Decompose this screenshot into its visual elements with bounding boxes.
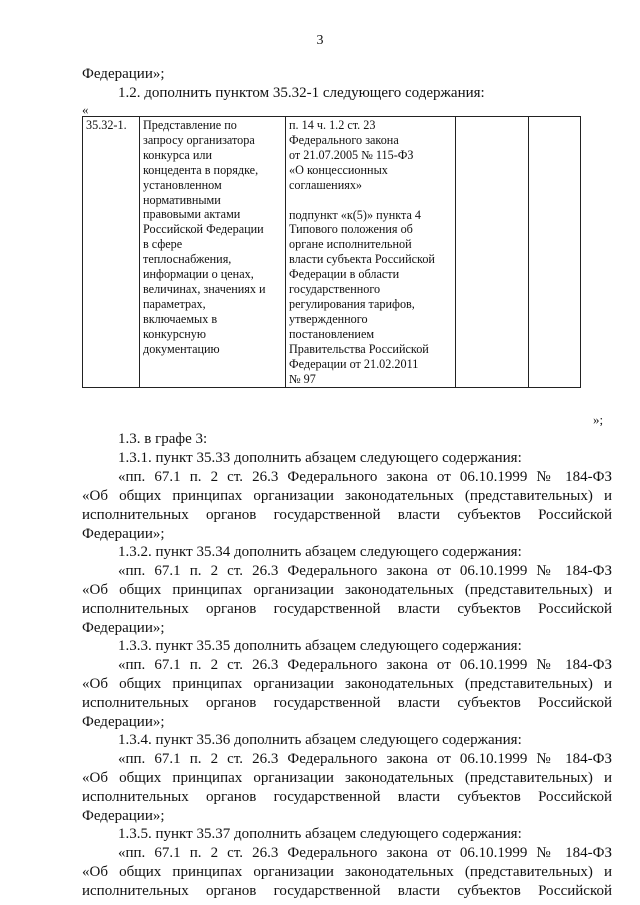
legal-basis-line: «О концессионных	[289, 162, 388, 177]
paragraph-line: «Об общих принципах организации законодательных (представительных) и	[82, 488, 612, 504]
legal-basis-line: органе исполнительной	[289, 237, 412, 252]
quote-close: »;	[593, 412, 604, 427]
paragraph-line: «пп. 67.1 п. 2 ст. 26.3 Федерального закона от 06.10.1999 № 184-ФЗ	[118, 845, 612, 861]
description-line: Российской Федерации	[143, 222, 264, 237]
paragraph-line: «Об общих принципах организации законодательных (представительных) и	[82, 864, 612, 880]
line-gap	[289, 193, 452, 208]
description-line: концедента в порядке,	[143, 162, 259, 177]
description-line: документацию	[143, 341, 220, 356]
legal-basis-line: от 21.07.2005 № 115-ФЗ	[289, 147, 414, 162]
section-heading: 1.3. в графе 3:	[118, 431, 208, 447]
description-line: конкурсную	[143, 326, 206, 341]
paragraph-line: Федерации»;	[82, 526, 165, 542]
paragraph-line: Федерации»;	[82, 714, 165, 730]
amendment-table	[82, 116, 581, 388]
paragraph-line: исполнительных органов государственной власти субъектов Российской	[82, 601, 612, 617]
legal-basis-line: утвержденного	[289, 311, 368, 326]
legal-basis-line: соглашениях»	[289, 177, 363, 192]
description-line: нормативными	[143, 192, 221, 207]
paragraph-line: исполнительных органов государственной власти субъектов Российской	[82, 789, 612, 805]
legal-basis-line: власти субъекта Российской	[289, 252, 435, 267]
page-number: 3	[316, 33, 324, 48]
legal-basis-line: Федерации в области	[289, 267, 400, 282]
item-heading: 1.3.1. пункт 35.33 дополнить абзацем следующего содержания:	[118, 450, 522, 466]
table-cell-number	[83, 117, 140, 388]
paragraph-line: «пп. 67.1 п. 2 ст. 26.3 Федерального закона от 06.10.1999 № 184-ФЗ	[118, 657, 612, 673]
legal-basis-line: № 97	[289, 371, 316, 386]
description-line: запросу организатора	[143, 132, 255, 147]
legal-basis-line: Федерального закона	[289, 132, 399, 147]
legal-basis-line: Типового положения об	[289, 222, 413, 237]
legal-basis-line: постановлением	[289, 326, 375, 341]
item-heading: 1.3.2. пункт 35.34 дополнить абзацем следующего содержания:	[118, 544, 522, 560]
item-heading: 1.3.5. пункт 35.37 дополнить абзацем следующего содержания:	[118, 826, 522, 842]
paragraph-line: исполнительных органов государственной власти субъектов Российской	[82, 695, 612, 711]
table-cell-empty	[456, 117, 529, 388]
table-cell-empty	[529, 117, 581, 388]
row-number: 35.32-1.	[86, 118, 127, 132]
paragraph-line: «Об общих принципах организации законодательных (представительных) и	[82, 582, 612, 598]
description-line: теплоснабжения,	[143, 252, 232, 267]
table-cell-description	[140, 117, 286, 388]
paragraph-line: «пп. 67.1 п. 2 ст. 26.3 Федерального закона от 06.10.1999 № 184-ФЗ	[118, 469, 612, 485]
item-heading: 1.3.4. пункт 35.36 дополнить абзацем следующего содержания:	[118, 732, 522, 748]
description-line: Представление по	[143, 118, 237, 132]
paragraph-line: Федерации»;	[82, 620, 165, 636]
paragraph-line: «Об общих принципах организации законодательных (представительных) и	[82, 770, 612, 786]
description-line: информации о ценах,	[143, 267, 254, 282]
description-line: параметрах,	[143, 296, 206, 311]
intro-line-1: Федерации»;	[82, 66, 165, 82]
paragraph-line: исполнительных органов государственной власти субъектов Российской	[82, 883, 612, 899]
item-heading: 1.3.3. пункт 35.35 дополнить абзацем следующего содержания:	[118, 638, 522, 654]
intro-line-2: 1.2. дополнить пунктом 35.32-1 следующего содержания:	[118, 85, 485, 101]
description-line: в сфере	[143, 237, 183, 252]
table-row	[83, 117, 581, 388]
description-line: конкурса или	[143, 147, 212, 162]
description-line: правовыми актами	[143, 207, 241, 222]
legal-basis-line: подпункт «к(5)» пункта 4	[289, 207, 422, 222]
legal-basis-line: п. 14 ч. 1.2 ст. 23	[289, 118, 376, 132]
quote-open: «	[82, 102, 89, 117]
paragraph-line: «пп. 67.1 п. 2 ст. 26.3 Федерального закона от 06.10.1999 № 184-ФЗ	[118, 563, 612, 579]
legal-basis-line: Федерации от 21.02.2011	[289, 356, 419, 371]
legal-basis-line: регулирования тарифов,	[289, 296, 415, 311]
legal-basis-line: Правительства Российской	[289, 341, 429, 356]
description-line: установленном	[143, 177, 222, 192]
table-cell-legal-basis	[286, 117, 456, 388]
description-line: величинах, значениях и	[143, 281, 266, 296]
description-line: включаемых в	[143, 311, 218, 326]
paragraph-line: исполнительных органов государственной власти субъектов Российской	[82, 507, 612, 523]
paragraph-line: «Об общих принципах организации законодательных (представительных) и	[82, 676, 612, 692]
legal-basis-line: государственного	[289, 282, 381, 297]
paragraph-line: Федерации»;	[82, 808, 165, 824]
paragraph-line: «пп. 67.1 п. 2 ст. 26.3 Федерального закона от 06.10.1999 № 184-ФЗ	[118, 751, 612, 767]
